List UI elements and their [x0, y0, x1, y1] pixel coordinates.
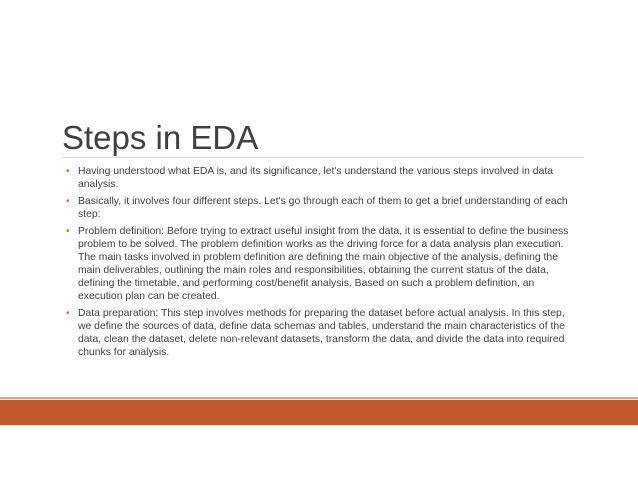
bullet-item — [66, 165, 574, 191]
bullet-text: Problem definition: Before trying to extract useful insight from the data, it is essential to define the business problem to be solved. The problem definition works as the driving force for a data analysis plan execution. The main tasks involved in problem definition are defining the main objective of the analysis, defining the main deliverables, outlining the main roles and responsibilities, obtaining the current status of the data, defining the timetable, and performing cost/benefit analysis. Based on such a problem definition, an execution plan can be created. — [78, 226, 569, 302]
bullet-marker: • — [66, 226, 70, 237]
bullet-marker: • — [66, 196, 70, 207]
bullet-marker: • — [66, 308, 70, 319]
bullet-item — [66, 307, 574, 359]
bullet-item — [66, 195, 574, 221]
bullet-list — [66, 165, 574, 363]
bullet-text: Having understood what EDA is, and its significance, let's understand the various steps involved in data analysis. — [78, 166, 554, 190]
title-divider — [62, 157, 584, 158]
slide-title: Steps in EDA — [62, 119, 259, 156]
footer-accent-band — [0, 400, 638, 425]
bullet-text: Data preparation: This step involves methods for preparing the dataset before actual analysis. In this step, we define the sources of data, define data schemas and tables, understand the main characteristics of the data, clean the dataset, delete non-relevant datasets, transform the data, and divide the data into required chunks for analysis. — [78, 308, 565, 358]
footer-accent-line — [0, 397, 638, 399]
bullet-item — [66, 225, 574, 303]
bullet-marker: • — [66, 166, 70, 177]
bullet-text: Basically, it involves four different steps. Let's go through each of them to get a brief understanding of each step: — [78, 196, 568, 220]
